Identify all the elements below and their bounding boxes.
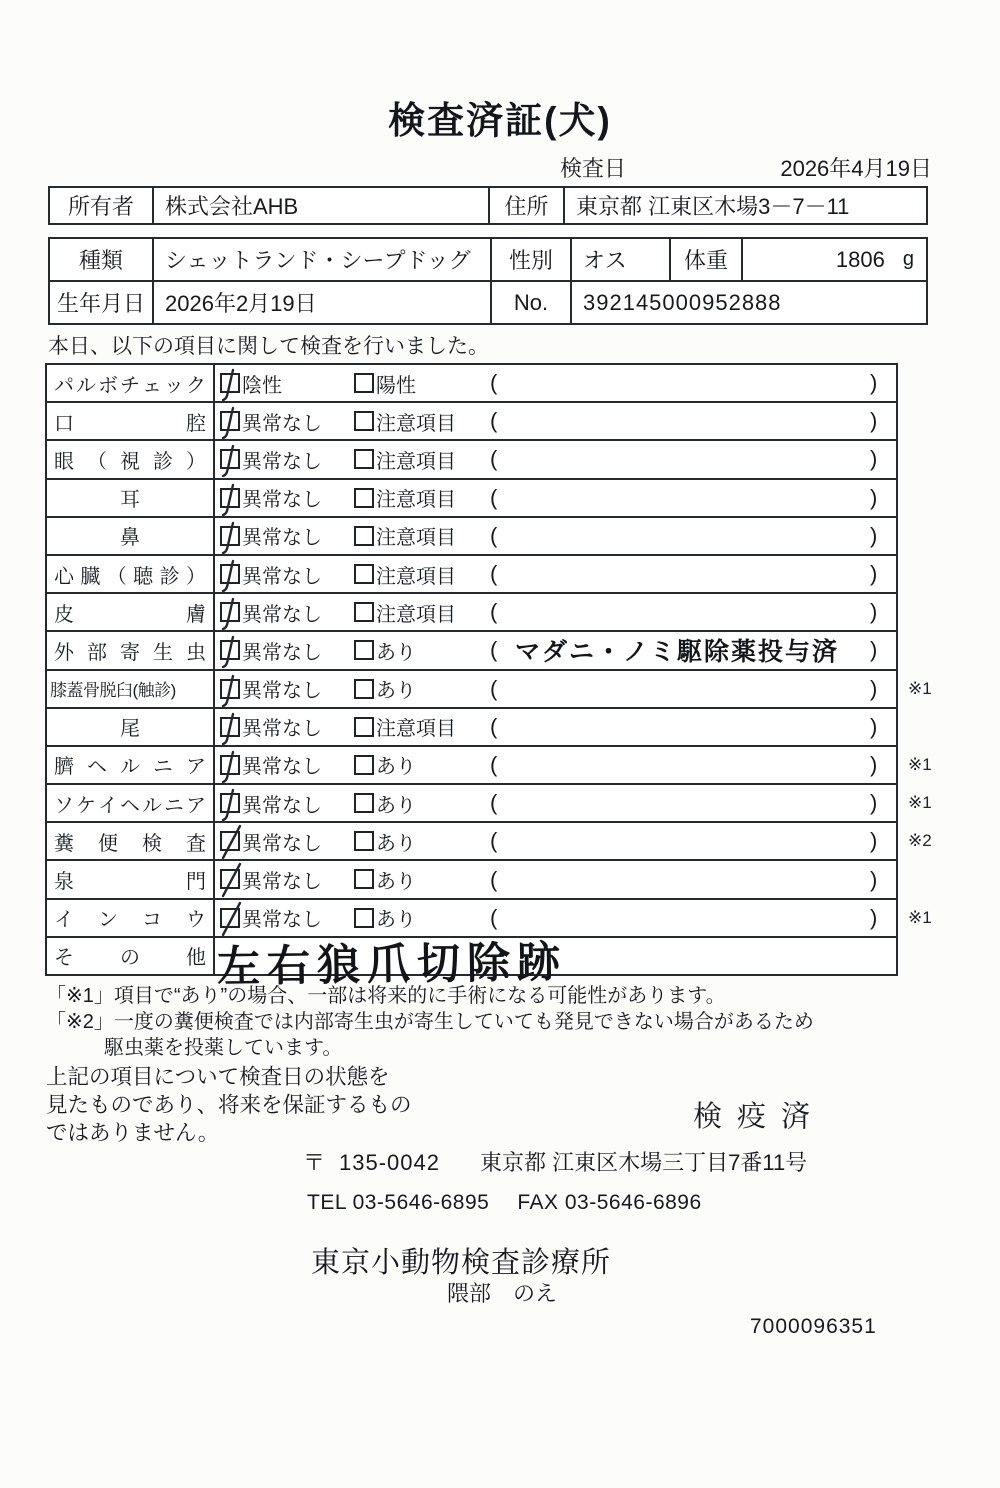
option1-label: 異常なし xyxy=(242,718,322,741)
checkbox-checked[interactable] xyxy=(220,679,240,699)
row-content xyxy=(215,518,896,554)
checkbox-checked[interactable] xyxy=(220,602,240,622)
paren-close: ) xyxy=(870,446,878,472)
option1-label: 異常なし xyxy=(242,680,322,703)
row-content xyxy=(215,709,896,745)
row-content xyxy=(215,747,896,783)
paren-open: ( xyxy=(490,561,498,587)
footnote-ref: ※1 xyxy=(908,793,932,813)
clinic-fax: FAX 03-5646-6896 xyxy=(517,1191,702,1214)
option2-label: あり xyxy=(376,794,416,817)
paren-open: ( xyxy=(490,713,498,739)
option2-label: あり xyxy=(376,756,416,779)
address-value: 東京都 江東区木場3－7－11 xyxy=(576,194,850,219)
checkbox-unchecked[interactable] xyxy=(354,869,374,889)
paren-close: ) xyxy=(870,599,878,625)
inspection-date-value: 2026年4月19日 xyxy=(780,156,932,181)
breed-label: 種類 xyxy=(50,239,154,280)
option2-label: 注意項目 xyxy=(376,527,456,550)
weight-label: 体重 xyxy=(671,239,743,280)
disclaimer-line-3: ではありません。 xyxy=(46,1121,220,1145)
serial-number: 7000096351 xyxy=(750,1315,877,1338)
checkbox-checked[interactable] xyxy=(220,526,240,546)
option1-label: 異常なし xyxy=(242,603,322,626)
item-label: 糞 便 検 査 xyxy=(47,823,215,859)
disclaimer xyxy=(46,1063,412,1147)
option2-label: 注意項目 xyxy=(376,603,456,626)
paren-open: ( xyxy=(490,637,498,663)
checkbox-unchecked[interactable] xyxy=(354,449,374,469)
checklist-row xyxy=(47,401,896,439)
option1-label: 異常なし xyxy=(242,832,322,855)
checklist-row xyxy=(47,365,896,401)
option1-label: 異常なし xyxy=(242,756,322,779)
row-content xyxy=(215,632,896,668)
option1-label: 異常なし xyxy=(242,489,322,512)
item-label: 臍 ヘ ル ニ ア xyxy=(47,747,215,783)
checkbox-unchecked[interactable] xyxy=(354,488,374,508)
item-label: 口 腔 xyxy=(47,403,215,439)
paren-close: ) xyxy=(870,713,878,739)
option1-label: 異常なし xyxy=(242,527,322,550)
checklist-row xyxy=(47,859,896,897)
checkbox-checked[interactable] xyxy=(220,564,240,584)
checkbox-unchecked[interactable] xyxy=(354,679,374,699)
paren-open: ( xyxy=(490,484,498,510)
option2-label: あり xyxy=(376,909,416,932)
checkbox-unchecked[interactable] xyxy=(354,831,374,851)
breed-value: シェットランド・シープドッグ xyxy=(154,239,492,280)
item-label: 尾 xyxy=(47,709,215,745)
row-content xyxy=(215,365,896,401)
item-label: 鼻 xyxy=(47,518,215,554)
option2-label: 注意項目 xyxy=(376,412,456,435)
checkbox-checked[interactable] xyxy=(220,869,240,889)
paren-open: ( xyxy=(490,675,498,701)
checklist-row xyxy=(47,592,896,630)
option1-label: 異常なし xyxy=(242,641,322,664)
sex-label: 性別 xyxy=(492,239,572,280)
item-label: 耳 xyxy=(47,480,215,516)
owner-value: 株式会社AHB xyxy=(154,188,490,223)
paren-open: ( xyxy=(490,751,498,777)
row-content xyxy=(215,823,896,859)
clinic-name: 東京小動物検査診療所 xyxy=(311,1247,612,1279)
checklist-row xyxy=(47,516,896,554)
checkbox-unchecked[interactable] xyxy=(354,602,374,622)
animal-info-table xyxy=(48,237,928,325)
birth-value: 2026年2月19日 xyxy=(154,282,492,323)
clinic-postal-line xyxy=(303,1146,807,1177)
paren-open: ( xyxy=(490,408,498,434)
footnote-1: 「※1」項目で“あり”の場合、一部は将来的に手術になる可能性があります。 xyxy=(46,985,726,1007)
quarantine-stamp: 検疫済 xyxy=(693,1101,826,1133)
paren-close: ) xyxy=(870,637,878,663)
checkbox-checked[interactable] xyxy=(220,717,240,737)
item-label: 外 部 寄 生 虫 xyxy=(47,632,215,668)
paren-open: ( xyxy=(490,866,498,892)
checklist-row xyxy=(47,554,896,592)
checklist-row xyxy=(47,630,896,668)
row-content xyxy=(215,671,896,707)
paren-open: ( xyxy=(490,446,498,472)
inspection-date-row xyxy=(560,152,932,183)
footnote-ref: ※1 xyxy=(908,907,932,927)
checklist-table xyxy=(45,363,932,992)
option2-label: あり xyxy=(376,641,416,664)
page-title: 検査済証(犬) xyxy=(388,100,612,141)
no-value: 392145000952888 xyxy=(583,289,782,315)
checkbox-checked[interactable] xyxy=(220,831,240,851)
option1-label: 陰性 xyxy=(242,374,282,397)
checkbox-unchecked[interactable] xyxy=(354,908,374,928)
option2-label: 注意項目 xyxy=(376,565,456,588)
item-label: 眼 （ 視 診 ） xyxy=(47,441,215,477)
paren-close: ) xyxy=(870,790,878,816)
paren-close: ) xyxy=(870,675,878,701)
row-content xyxy=(215,441,896,477)
disclaimer-line-2: 見たものであり、将来を保証するもの xyxy=(46,1093,412,1117)
paren-open: ( xyxy=(490,370,498,396)
option2-label: あり xyxy=(376,680,416,703)
option1-label: 異常なし xyxy=(242,412,322,435)
checkbox-unchecked[interactable] xyxy=(354,564,374,584)
paren-close: ) xyxy=(870,828,878,854)
row-content xyxy=(215,480,896,516)
footnote-ref: ※1 xyxy=(908,678,932,698)
option2-label: 注意項目 xyxy=(376,489,456,512)
checkbox-checked[interactable] xyxy=(220,755,240,775)
paren-close: ) xyxy=(870,522,878,548)
checklist-row xyxy=(47,936,896,992)
disclaimer-line-1: 上記の項目について検査日の状態を xyxy=(46,1065,390,1089)
option2-label: 注意項目 xyxy=(376,450,456,473)
paren-close: ) xyxy=(870,904,878,930)
footnote-ref: ※1 xyxy=(908,754,932,774)
veterinarian-name: 隈部 のえ xyxy=(447,1281,558,1306)
item-label: パ ル ボ チ ェ ッ ク xyxy=(47,365,215,401)
item-label: 泉 門 xyxy=(47,861,215,897)
item-label: 膝蓋骨脱臼(触診) xyxy=(47,671,215,707)
intro-text: 本日、以下の項目に関して検査を行いました。 xyxy=(48,335,489,358)
paren-close: ) xyxy=(870,866,878,892)
row-content xyxy=(215,861,896,897)
paren-close: ) xyxy=(870,561,878,587)
checklist-row xyxy=(47,745,932,783)
checkbox-checked[interactable] xyxy=(220,640,240,660)
checklist-row xyxy=(47,478,896,516)
no-label: No. xyxy=(492,282,572,323)
option2-label: 注意項目 xyxy=(376,718,456,741)
checkbox-checked[interactable] xyxy=(220,449,240,469)
inspection-date-label: 検査日 xyxy=(560,156,627,181)
option2-label: 陽性 xyxy=(376,374,416,397)
paren-open: ( xyxy=(490,790,498,816)
option1-label: 異常なし xyxy=(242,871,322,894)
paren-open: ( xyxy=(490,522,498,548)
checklist-row xyxy=(47,439,896,477)
clinic-telfax-line xyxy=(307,1191,702,1215)
item-label: イ ン コ ウ xyxy=(47,900,215,936)
paren-close: ) xyxy=(870,370,878,396)
footnote-2-cont: 駆虫薬を投薬しています。 xyxy=(104,1037,343,1059)
checkbox-unchecked[interactable] xyxy=(354,640,374,660)
checkbox-unchecked[interactable] xyxy=(354,717,374,737)
option2-label: あり xyxy=(376,832,416,855)
option1-label: 異常なし xyxy=(242,909,322,932)
checklist-row xyxy=(47,669,932,707)
footnote-2: 「※2」一度の糞便検査では内部寄生虫が寄生していても発見できない場合があるため xyxy=(46,1011,814,1033)
checkbox-unchecked[interactable] xyxy=(354,526,374,546)
row-content xyxy=(215,594,896,630)
item-label: 皮 膚 xyxy=(47,594,215,630)
paren-open: ( xyxy=(490,904,498,930)
clinic-tel: TEL 03-5646-6895 xyxy=(307,1191,490,1214)
checklist-row xyxy=(47,783,932,821)
paren-open: ( xyxy=(490,599,498,625)
row-content xyxy=(215,938,896,992)
option1-label: 異常なし xyxy=(242,450,322,473)
postal-code: 135-0042 xyxy=(339,1150,440,1175)
checklist-row xyxy=(47,821,932,859)
option1-label: 異常なし xyxy=(242,794,322,817)
weight-cell xyxy=(743,239,926,280)
row-content xyxy=(215,785,896,821)
clinic-address: 東京都 江東区木場三丁目7番11号 xyxy=(480,1150,808,1175)
checkbox-unchecked[interactable] xyxy=(354,793,374,813)
paren-open: ( xyxy=(490,828,498,854)
paren-content: マダニ・ノミ駆除薬投与済 xyxy=(515,638,840,667)
postal-mark: 〒 xyxy=(303,1150,326,1175)
checkbox-checked[interactable] xyxy=(220,488,240,508)
item-label: 心 臓 （ 聴 診 ） xyxy=(47,556,215,592)
checkbox-checked[interactable] xyxy=(220,908,240,928)
footnote-ref: ※2 xyxy=(908,831,932,851)
checkbox-checked[interactable] xyxy=(220,411,240,431)
birth-label: 生年月日 xyxy=(50,282,154,323)
footnotes xyxy=(46,983,814,1061)
checkbox-unchecked[interactable] xyxy=(354,411,374,431)
handwritten-note: 左右狼爪切除跡 xyxy=(216,938,568,992)
option2-label: あり xyxy=(376,871,416,894)
owner-label: 所有者 xyxy=(50,188,154,223)
weight-value: 1806 xyxy=(835,246,885,272)
weight-unit: g xyxy=(902,248,914,270)
row-content xyxy=(215,556,896,592)
item-label: そ の 他 xyxy=(47,938,215,974)
checkbox-checked[interactable] xyxy=(220,793,240,813)
checkbox-unchecked[interactable] xyxy=(354,373,374,393)
paren-close: ) xyxy=(870,751,878,777)
item-label: ソ ケ イ ヘ ル ニ ア xyxy=(47,785,215,821)
option1-label: 異常なし xyxy=(242,565,322,588)
checklist-row xyxy=(47,707,896,745)
paren-close: ) xyxy=(870,484,878,510)
owner-table xyxy=(48,186,928,225)
address-label: 住所 xyxy=(490,188,565,223)
paren-close: ) xyxy=(870,408,878,434)
checkbox-checked[interactable] xyxy=(220,373,240,393)
row-content xyxy=(215,403,896,439)
sex-value: オス xyxy=(572,239,671,280)
checkbox-unchecked[interactable] xyxy=(354,755,374,775)
